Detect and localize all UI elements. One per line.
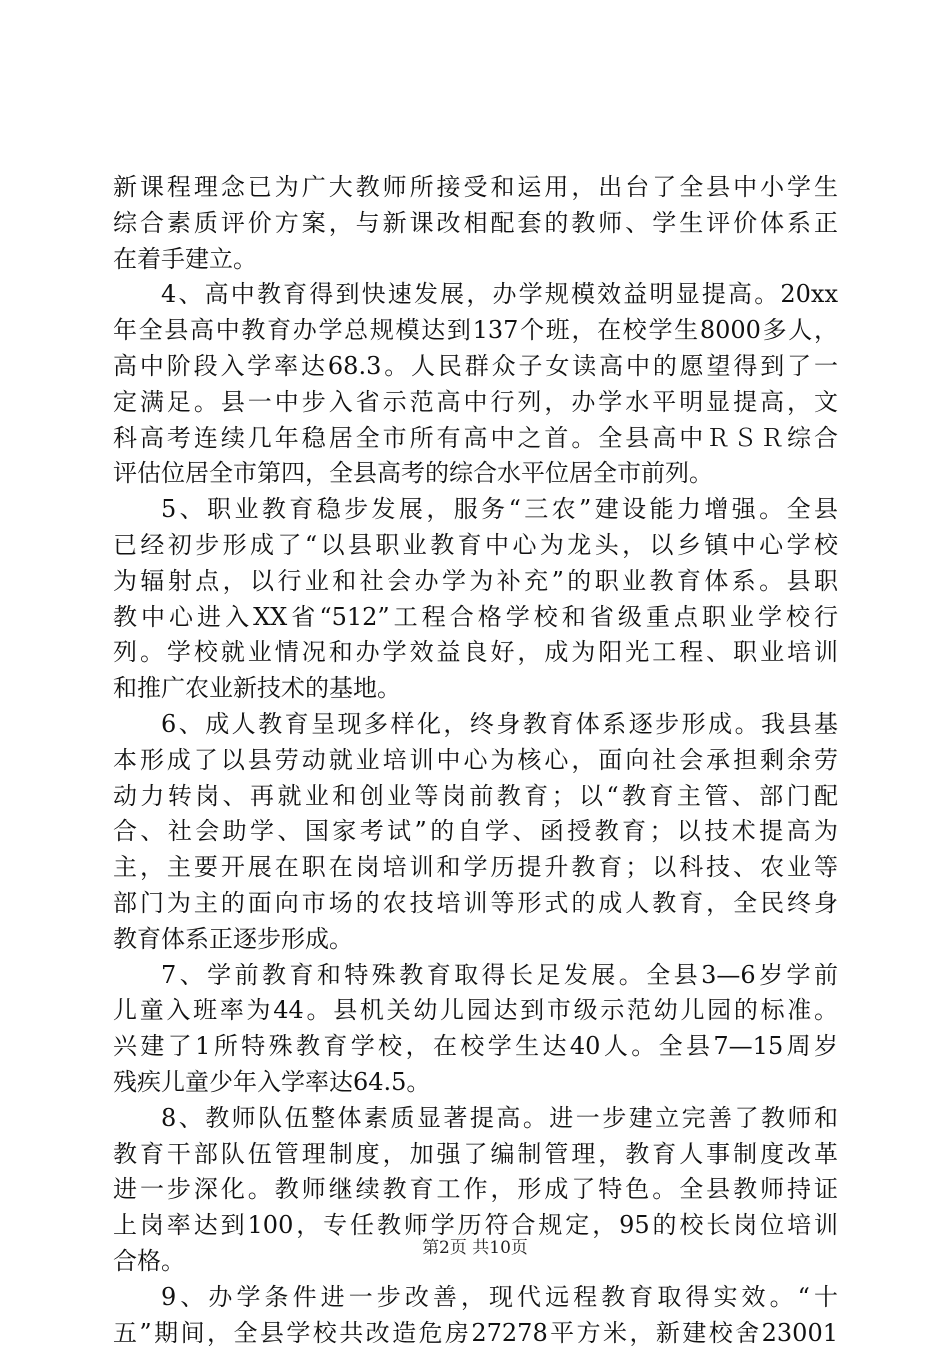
text-line: 部门为主的面向市场的农技培训等形式的成人教育，全民终身 (113, 886, 838, 922)
paragraph-first-line: 8、教师队伍整体素质显著提高。进一步建立完善了教师和 (113, 1101, 838, 1137)
text-line: 兴建了1所特殊教育学校，在校学生达40人。全县7—15周岁 (113, 1029, 838, 1065)
text-line: 动力转岗、再就业和创业等岗前教育；以“教育主管、部门配 (113, 779, 838, 815)
text-line: 合、社会助学、国家考试”的自学、函授教育；以技术提高为 (113, 814, 838, 850)
text-line: 和推广农业新技术的基地。 (113, 671, 838, 707)
text-line: 主，主要开展在职在岗培训和学历提升教育；以科技、农业等 (113, 850, 838, 886)
text-line: 高中阶段入学率达68.3。人民群众子女读高中的愿望得到了一 (113, 349, 838, 385)
text-line: 年全县高中教育办学总规模达到137个班，在校学生8000多人， (113, 313, 838, 349)
text-line: 教中心进入XX省“512”工程合格学校和省级重点职业学校行 (113, 600, 838, 636)
paragraph-first-line: 4、高中教育得到快速发展，办学规模效益明显提高。20xx (113, 277, 838, 313)
text-line: 新课程理念已为广大教师所接受和运用，出台了全县中小学生 (113, 170, 838, 206)
text-line: 为辐射点，以行业和社会办学为补充”的职业教育体系。县职 (113, 564, 838, 600)
text-line: 科高考连续几年稳居全市所有高中之首。全县高中ＲＳＲ综合 (113, 421, 838, 457)
text-line: 儿童入班率为44。县机关幼儿园达到市级示范幼儿园的标准。 (113, 993, 838, 1029)
text-line: 已经初步形成了“以县职业教育中心为龙头，以乡镇中心学校 (113, 528, 838, 564)
paragraph-first-line: 5、职业教育稳步发展，服务“三农”建设能力增强。全县 (113, 492, 838, 528)
text-line: 五”期间，全县学校共改造危房27278平方米，新建校舍23001 (113, 1316, 838, 1351)
text-line: 在着手建立。 (113, 242, 838, 278)
text-line: 综合素质评价方案，与新课改相配套的教师、学生评价体系正 (113, 206, 838, 242)
text-line: 残疾儿童少年入学率达64.5。 (113, 1065, 838, 1101)
page-footer: 第2页 共10页 (0, 1236, 950, 1260)
text-line: 教育干部队伍管理制度，加强了编制管理，教育人事制度改革 (113, 1137, 838, 1173)
text-line: 教育体系正逐步形成。 (113, 922, 838, 958)
text-line: 评估位居全市第四，全县高考的综合水平位居全市前列。 (113, 456, 838, 492)
body-text (113, 170, 838, 1351)
paragraph-first-line: 9、办学条件进一步改善，现代远程教育取得实效。“十 (113, 1280, 838, 1316)
paragraph-first-line: 7、学前教育和特殊教育取得长足发展。全县3—6岁学前 (113, 958, 838, 994)
text-line: 合格。 (113, 1244, 838, 1280)
text-line: 进一步深化。教师继续教育工作，形成了特色。全县教师持证 (113, 1172, 838, 1208)
paragraph-first-line: 6、成人教育呈现多样化，终身教育体系逐步形成。我县基 (113, 707, 838, 743)
text-line: 本形成了以县劳动就业培训中心为核心，面向社会承担剩余劳 (113, 743, 838, 779)
text-line: 上岗率达到100，专任教师学历符合规定，95的校长岗位培训 (113, 1208, 838, 1244)
text-line: 列。学校就业情况和办学效益良好，成为阳光工程、职业培训 (113, 635, 838, 671)
text-line: 定满足。县一中步入省示范高中行列，办学水平明显提高，文 (113, 385, 838, 421)
